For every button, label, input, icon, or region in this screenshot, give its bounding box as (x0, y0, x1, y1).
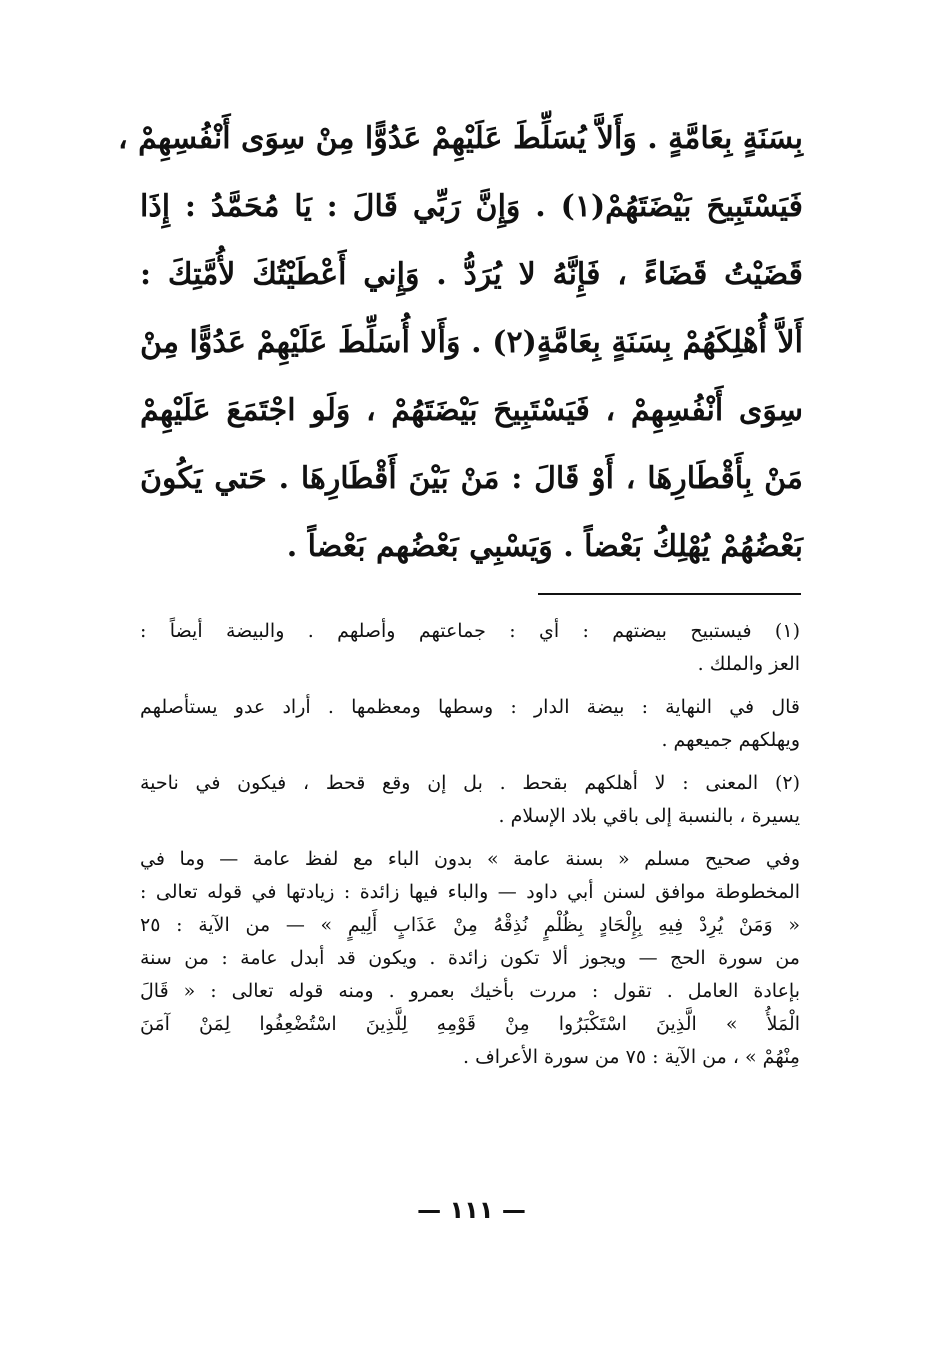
footnote-2-continuation (140, 843, 800, 1074)
footnote-1-continuation (140, 691, 800, 757)
main-text-block (118, 105, 803, 581)
footnote-line: مِنْهُمْ » ، من الآية : ٧٥ من سورة الأعراف . (463, 1046, 800, 1068)
footnote-line: (٢) المعنى : لا أهلكهم بقحط . بل إن وقع قحط ، فيكون في ناحية (140, 772, 800, 794)
footnote-line: يسيرة ، بالنسبة إلى باقي بلاد الإسلام . (498, 805, 800, 827)
footnote-line: من سورة الحج — ويجوز ألا تكون زائدة . ويكون قد أبدل عامة : من سنة (140, 947, 800, 969)
footnotes-block (140, 615, 800, 1074)
main-text-line: مَنْ بِأَقْطَارِهَا ، أَوْ قَالَ : مَنْ بَيْنَ أَقْطَارِهَا . حَتي يَكُونَ (140, 461, 803, 496)
main-text-line: قَضَيْتُ قَضَاءً ، فَإِنَّهُ لا يُرَدُّ . وَإِني أَعْطَيْتُكَ لأُمَّتِكَ : (140, 257, 803, 292)
footnote-line: بإعادة العامل . تقول : مررت بأخيك بعمرو . ومنه قوله تعالى : « قَالَ (140, 980, 800, 1002)
footnote-line: (١) فيستبيح بيضتهم : أي : جماعتهم وأصلهم . والبيضة أيضاً : (140, 620, 800, 642)
footnote-line: الْمَلأُ » الَّذِينَ اسْتَكْبَرُوا مِنْ قَوْمِهِ لِلَّذِينَ اسْتُضْعِفُوا لِمَنْ آمَنَ (140, 1013, 800, 1035)
footnote-1 (140, 615, 800, 681)
footnote-line: العز والملك . (697, 653, 800, 675)
main-text-line: فَيَسْتَبِيحَ بَيْضَتَهُمْ(١) . وَإِنَّ رَبِّي قَالَ : يَا مُحَمَّدُ : إِذَا (140, 189, 803, 224)
footnote-line: « وَمَنْ يُرِدْ فِيهِ بِإِلْحَادٍ بِظُلْمٍ نُذِقْهُ مِنْ عَذَابٍ أَلِيمٍ » — من الآية : ٢٥ (140, 914, 800, 936)
footnote-line: وفي صحيح مسلم « بسنة عامة » بدون الباء مع لفظ عامة — وما في (140, 848, 800, 870)
footnote-line: المخطوطة موافق لسنن أبي داود — والباء فيها زائدة : زيادتها في قوله تعالى : (140, 881, 800, 903)
main-text-line: أَلاَّ أُهْلِكَهُمْ بِسَنَةٍ بِعَامَّةٍ(٢) . وَأَلا أُسَلِّطَ عَلَيْهِمْ عَدُوًّا مِنْ (140, 325, 803, 360)
page-number: — ١١١ — (417, 1196, 526, 1224)
footnote-divider (538, 593, 801, 595)
main-text-line: بِسَنَةٍ بِعَامَّةٍ . وَأَلاَّ يُسَلِّطَ عَلَيْهِمْ عَدُوًّا مِنْ سِوَى أَنْفُسِهِمْ ، (118, 121, 803, 156)
footnote-line: ويهلكهم جميعهم . (661, 729, 800, 751)
footnote-2 (140, 767, 800, 833)
main-text-line: بَعْضُهُمْ يُهْلِكُ بَعْضاً . وَيَسْبِي بَعْضُهم بَعْضاً . (286, 529, 803, 564)
main-text-line: سِوَى أَنْفُسِهِمْ ، فَيَسْتَبِيحَ بَيْضَتَهُمْ ، وَلَو اجْتَمَعَ عَلَيْهِمْ (140, 393, 803, 428)
footnote-line: قال في النهاية : بيضة الدار : وسطها ومعظمها . أراد عدو يستأصلهم (140, 696, 800, 718)
